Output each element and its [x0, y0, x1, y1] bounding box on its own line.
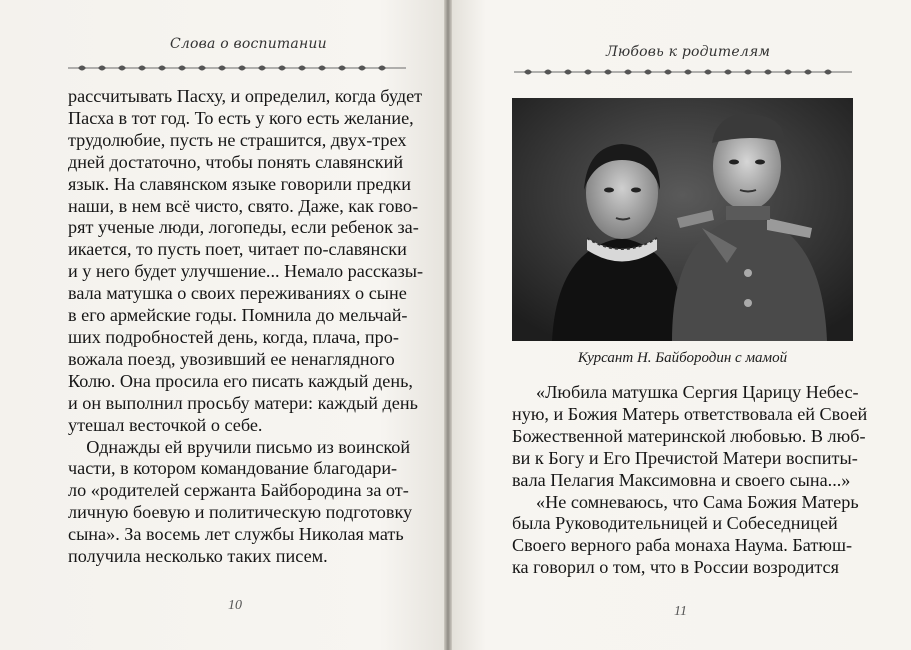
text-line: икается, то пусть поет, читает по-славянски — [68, 239, 407, 260]
text-line: рассчитывать Пасху, и определил, когда будет — [68, 86, 423, 106]
text-line: получила несколько таких писем. — [68, 546, 328, 567]
text-line: ло «родителей сержанта Байбородина за от- — [68, 480, 409, 501]
text-line: и он выполнил просьбу матери: каждый день — [68, 392, 418, 413]
text-line: ших подробностей день, когда, плача, про- — [68, 326, 399, 347]
book-gutter — [444, 0, 452, 650]
text-line: утешал весточкой о себе. — [68, 414, 263, 435]
text-line: сына». За восемь лет службы Николая мать — [68, 524, 404, 545]
text-line: вожала поезд, увозивший ее ненаглядного — [68, 348, 395, 369]
text-line: рят ученые люди, логопеды, если ребенок за- — [68, 217, 419, 238]
text-line: части, в котором командование благодари- — [68, 458, 398, 479]
right-running-head: Любовь к родителям — [606, 44, 771, 60]
text-line: дней достаточно, чтобы понять славянский — [68, 151, 404, 172]
text-line: наши, в нем всё чисто, свято. Даже, как гово- — [68, 195, 419, 216]
text-line: трудолюбие, пусть не страшится, двух-трех — [68, 129, 407, 150]
photo-caption: Курсант Н. Байбородин с мамой — [577, 350, 788, 366]
text-line: Колю. Она просила его писать каждый день, — [68, 370, 413, 391]
text-line: «Не сомневаюсь, что Сама Божия Матерь — [536, 491, 859, 512]
text-line: была Руководительницей и Собеседницей — [512, 513, 838, 534]
text-line: в его армейские годы. Помнила до мельчай- — [68, 305, 408, 326]
right-ornament-rule — [514, 66, 852, 78]
text-line: вала матушка о своих переживаниях о сыне — [68, 283, 407, 304]
text-line: личную боевую и политическую подготовку — [68, 502, 413, 523]
text-line: Божественной материнской любовью. В люб- — [512, 425, 866, 446]
text-line: ка говорил о том, что в России возродится — [512, 557, 839, 578]
text-line: «Любила матушка Сергия Царицу Небес- — [536, 382, 859, 402]
text-line: ную, и Божия Матерь ответствовала ей Своей — [512, 403, 868, 424]
text-line: и у него будет улучшение... Немало рассказы- — [68, 261, 424, 282]
left-body-text — [68, 86, 423, 568]
portrait-photo — [512, 98, 853, 341]
right-page-number: 11 — [674, 604, 687, 619]
left-running-head: Слова о воспитании — [170, 36, 327, 52]
text-line: вала Пелагия Максимовна и своего сына...» — [512, 469, 851, 490]
right-body-text — [512, 382, 867, 579]
left-page-number: 10 — [228, 598, 242, 613]
text-line: Пасха в тот год. То есть у кого есть желание, — [68, 107, 414, 128]
text-line: Своего верного раба монаха Наума. Батюш- — [512, 535, 853, 556]
text-line: ви к Богу и Его Пречистой Матери воспиты- — [512, 447, 858, 468]
portrait-photo-icon — [512, 98, 853, 341]
left-ornament-rule — [68, 62, 406, 74]
text-line: Однажды ей вручили письмо из воинской — [68, 436, 411, 457]
text-line: язык. На славянском языке говорили предки — [68, 173, 412, 194]
